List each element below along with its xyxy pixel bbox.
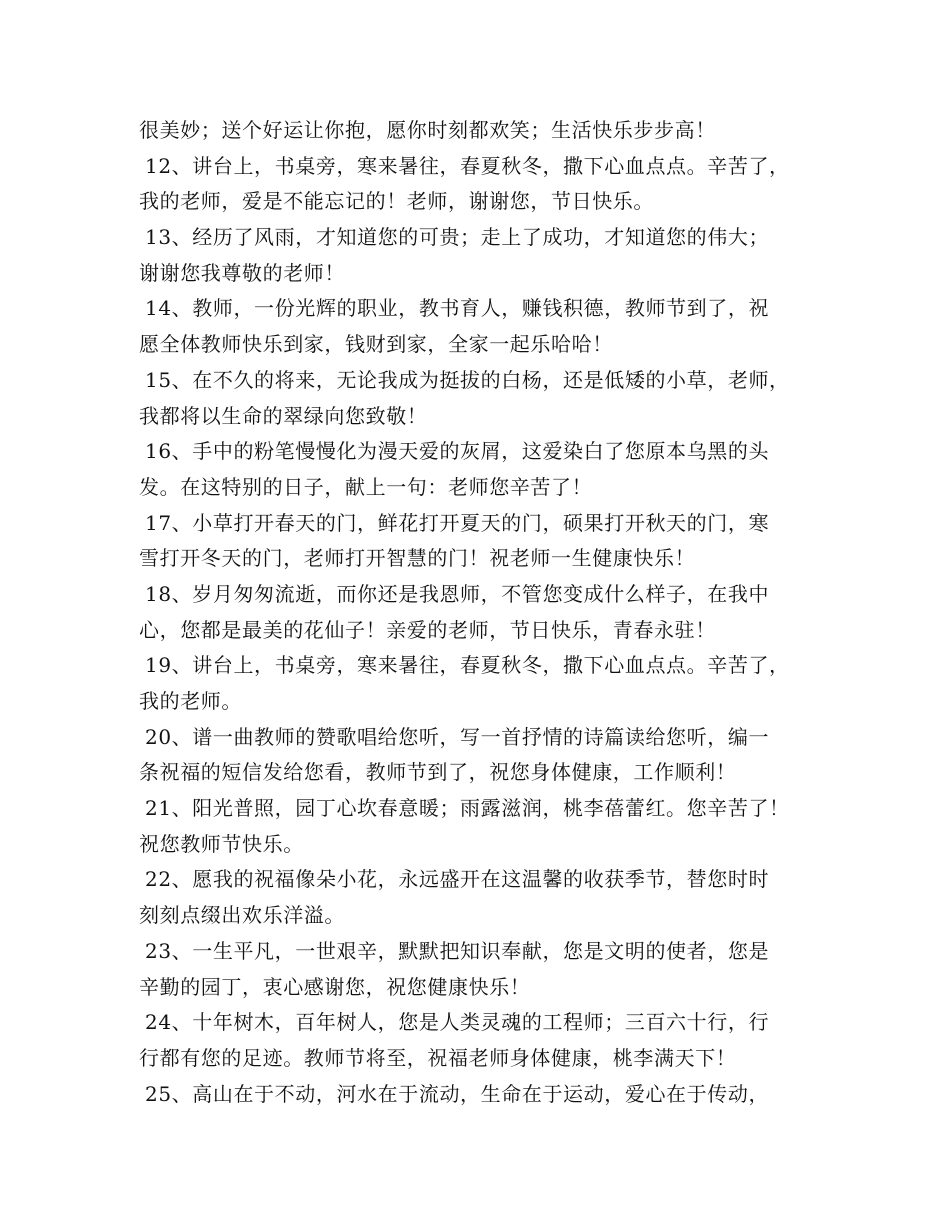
text-line: 发。在这特别的日子，献上一句：老师您辛苦了！: [139, 474, 593, 499]
text-line: 21、阳光普照，园丁心坎春意暖；雨露滋润，桃李蓓蕾红。您辛苦了！: [145, 796, 790, 821]
text-line: 16、手中的粉笔慢慢化为漫天爱的灰屑，这爱染白了您原本乌黑的头: [145, 439, 770, 464]
text-line: 17、小草打开春天的门，鲜花打开夏天的门，硕果打开秋天的门，寒: [145, 510, 770, 535]
text-line: 刻刻点缀出欢乐洋溢。: [139, 903, 345, 928]
text-line: 谢谢您我尊敬的老师！: [139, 260, 345, 285]
text-line: 祝您教师节快乐。: [139, 831, 304, 856]
text-line: 行都有您的足迹。教师节将至，祝福老师身体健康，桃李满天下！: [139, 1045, 737, 1070]
text-line: 19、讲台上，书桌旁，寒来暑往，春夏秋冬，撒下心血点点。辛苦了，: [145, 653, 790, 678]
text-line: 我的老师，爱是不能忘记的！老师，谢谢您，节日快乐。: [139, 189, 654, 214]
text-line: 25、高山在于不动，河水在于流动，生命在于运动，爱心在于传动，: [145, 1081, 770, 1106]
text-line: 15、在不久的将来，无论我成为挺拔的白杨，还是低矮的小草，老师，: [145, 367, 790, 392]
text-line: 23、一生平凡，一世艰辛，默默把知识奉献，您是文明的使者，您是: [145, 938, 770, 963]
text-line: 条祝福的短信发给您看，教师节到了，祝您身体健康，工作顺利！: [139, 760, 737, 785]
text-line: 13、经历了风雨，才知道您的可贵；走上了成功，才知道您的伟大；: [145, 225, 770, 250]
text-line: 14、教师，一份光辉的职业，教书育人，赚钱积德，教师节到了，祝: [145, 296, 770, 321]
text-line: 我的老师。: [139, 689, 242, 713]
text-line: 心，您都是最美的花仙子！亲爱的老师，节日快乐，青春永驻！: [139, 617, 716, 642]
text-line: 24、十年树木，百年树人，您是人类灵魂的工程师；三百六十行，行: [145, 1010, 770, 1035]
text-line: 20、谱一曲教师的赞歌唱给您听，写一首抒情的诗篇读给您听，编一: [145, 724, 770, 749]
text-line: 22、愿我的祝福像朵小花，永远盛开在这温馨的收获季节，替您时时: [145, 867, 770, 892]
text-line: 我都将以生命的翠绿向您致敬！: [139, 403, 428, 428]
text-line: 雪打开冬天的门，老师打开智慧的门！祝老师一生健康快乐！: [139, 546, 696, 571]
document-body: [139, 113, 839, 1112]
text-line: 12、讲台上，书桌旁，寒来暑往，春夏秋冬，撒下心血点点。辛苦了，: [145, 153, 790, 178]
text-line: 愿全体教师快乐到家，钱财到家，全家一起乐哈哈！: [139, 332, 613, 357]
text-line: 很美妙；送个好运让你抱，愿你时刻都欢笑；生活快乐步步高！: [139, 118, 716, 142]
text-line: 辛勤的园丁，衷心感谢您，祝您健康快乐！: [139, 974, 531, 999]
text-line: 18、岁月匆匆流逝，而你还是我恩师，不管您变成什么样子，在我中: [145, 581, 770, 606]
